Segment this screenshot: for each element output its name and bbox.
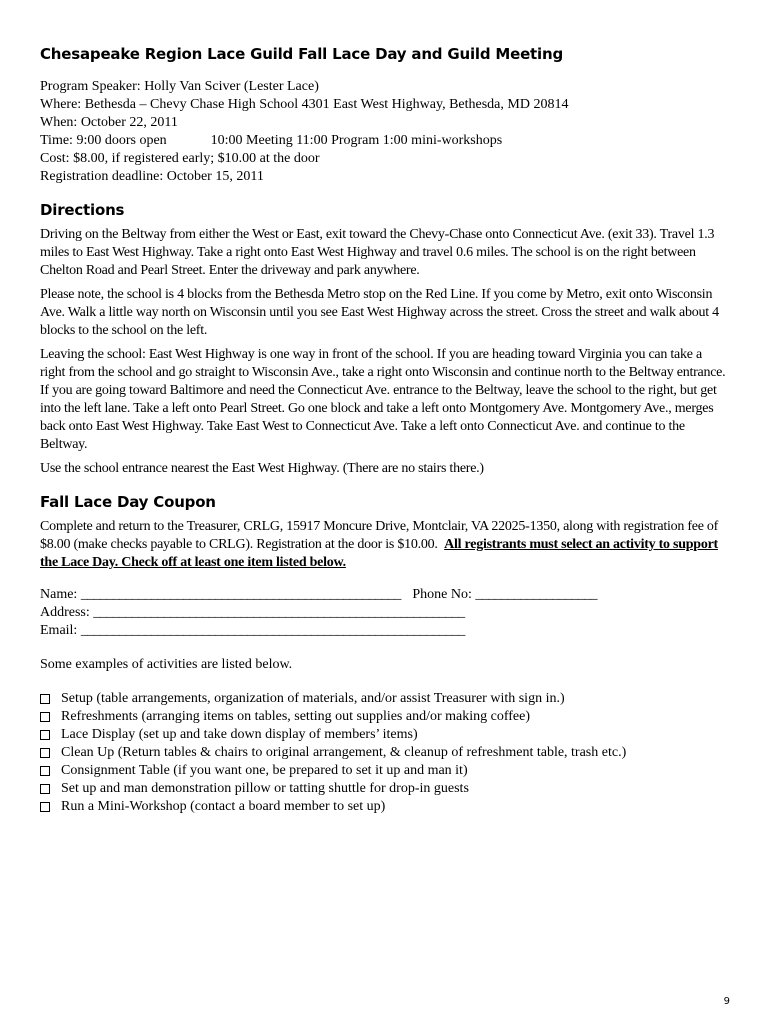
activity-checkbox[interactable] bbox=[40, 766, 50, 776]
document-page bbox=[40, 44, 730, 816]
email-row bbox=[40, 622, 730, 640]
activity-item bbox=[40, 744, 730, 762]
time-schedule: 10:00 Meeting 11:00 Program 1:00 mini-workshops bbox=[210, 133, 503, 148]
activity-checkbox[interactable] bbox=[40, 802, 50, 812]
location-line: Where: Bethesda – Chevy Chase High School 4301 East West Highway, Bethesda, MD 20814 bbox=[40, 97, 569, 112]
activity-label: Consignment Table (if you want one, be prepared to set it up and man it) bbox=[61, 763, 468, 778]
activity-checkbox[interactable] bbox=[40, 712, 50, 722]
address-label: Address: bbox=[40, 605, 90, 620]
coupon-heading: Fall Lace Day Coupon bbox=[40, 493, 216, 511]
address-row bbox=[40, 604, 730, 622]
email-field[interactable]: ____________________________________________________________ bbox=[80, 623, 465, 638]
page-number: 9 bbox=[723, 996, 730, 1007]
name-field[interactable]: __________________________________________________ bbox=[80, 587, 401, 602]
coupon-requirement: All registrants must select an activity to support the Lace Day. Check off at least one item listed below. bbox=[40, 537, 718, 570]
directions-entrance: Use the school entrance nearest the East West Highway. (There are no stairs there.) bbox=[40, 461, 484, 476]
directions-leaving: Leaving the school: East West Highway is one way in front of the school. If you are heading toward Virginia you can take a right from the school and go straight to Wisconsin Ave., take a right onto Wisconsin and continue north to the Beltway entrance. If you are going toward Baltimore and need the Connecticut Ave. entrance to the Beltway, leave the school to the right, but get into the left lane. Take a left onto Pearl Street. Go one block and take a left onto Montgomery Ave. Montgomery Ave., merges back onto East West Highway. Take East West to Connecticut Ave. Take a left onto Connecticut Ave. and continue to the Beltway. bbox=[40, 347, 726, 452]
coupon-instructions: Complete and return to the Treasurer, CRLG, 15917 Moncure Drive, Montclair, VA 22025-1350, along with registration fee of $8.00 (make checks payable to CRLG). Registration at the door is $10.00. bbox=[40, 519, 719, 552]
directions-heading: Directions bbox=[40, 201, 125, 219]
activity-label: Clean Up (Return tables & chairs to original arrangement, & cleanup of refreshment table, trash etc.) bbox=[61, 745, 627, 760]
coupon-intro bbox=[40, 518, 730, 572]
activity-checkbox[interactable] bbox=[40, 730, 50, 740]
name-row bbox=[40, 586, 730, 604]
activity-list bbox=[40, 690, 730, 816]
activity-item bbox=[40, 690, 730, 708]
activity-item bbox=[40, 708, 730, 726]
activity-item bbox=[40, 798, 730, 816]
activity-label: Setup (table arrangements, organization of materials, and/or assist Treasurer with sign in.) bbox=[61, 691, 565, 706]
speaker-line: Program Speaker: Holly Van Sciver (Lester Lace) bbox=[40, 79, 319, 94]
activity-item bbox=[40, 762, 730, 780]
directions-metro: Please note, the school is 4 blocks from the Bethesda Metro stop on the Red Line. If you come by Metro, exit onto Wisconsin Ave. Walk a little way north on Wisconsin until you see East West Highway across the street. Cross the street and walk about 4 blocks to the school on the left. bbox=[40, 287, 719, 338]
directions-driving: Driving on the Beltway from either the West or East, exit toward the Chevy-Chase onto Connecticut Ave. (exit 33). Travel 1.3 miles to East West Highway. Take a right onto East West Highway and travel 0.6 miles. The school is on the right between Chelton Road and Pearl Street. Enter the driveway and park anywhere. bbox=[40, 227, 715, 278]
email-label: Email: bbox=[40, 623, 78, 638]
registration-form bbox=[40, 586, 730, 640]
name-label: Name: bbox=[40, 587, 78, 602]
time-line bbox=[40, 132, 730, 150]
activity-label: Run a Mini-Workshop (contact a board member to set up) bbox=[61, 799, 386, 814]
activity-label: Lace Display (set up and take down display of members’ items) bbox=[61, 727, 418, 742]
activity-checkbox[interactable] bbox=[40, 694, 50, 704]
activity-label: Refreshments (arranging items on tables, setting out supplies and/or making coffee) bbox=[61, 709, 531, 724]
deadline-line: Registration deadline: October 15, 2011 bbox=[40, 169, 264, 184]
activity-checkbox[interactable] bbox=[40, 748, 50, 758]
activity-item bbox=[40, 780, 730, 798]
cost-line: Cost: $8.00, if registered early; $10.00 at the door bbox=[40, 151, 320, 166]
event-info bbox=[40, 78, 730, 186]
activities-intro: Some examples of activities are listed below. bbox=[40, 657, 293, 672]
activity-item bbox=[40, 726, 730, 744]
document-title: Chesapeake Region Lace Guild Fall Lace Day and Guild Meeting bbox=[40, 45, 563, 63]
phone-field[interactable]: ___________________ bbox=[475, 587, 597, 602]
address-field[interactable]: __________________________________________________________ bbox=[93, 605, 465, 620]
date-line: When: October 22, 2011 bbox=[40, 115, 178, 130]
phone-label: Phone No: bbox=[412, 587, 472, 602]
activity-label: Set up and man demonstration pillow or tatting shuttle for drop-in guests bbox=[61, 781, 469, 796]
time-doors: Time: 9:00 doors open bbox=[40, 133, 167, 148]
activity-checkbox[interactable] bbox=[40, 784, 50, 794]
